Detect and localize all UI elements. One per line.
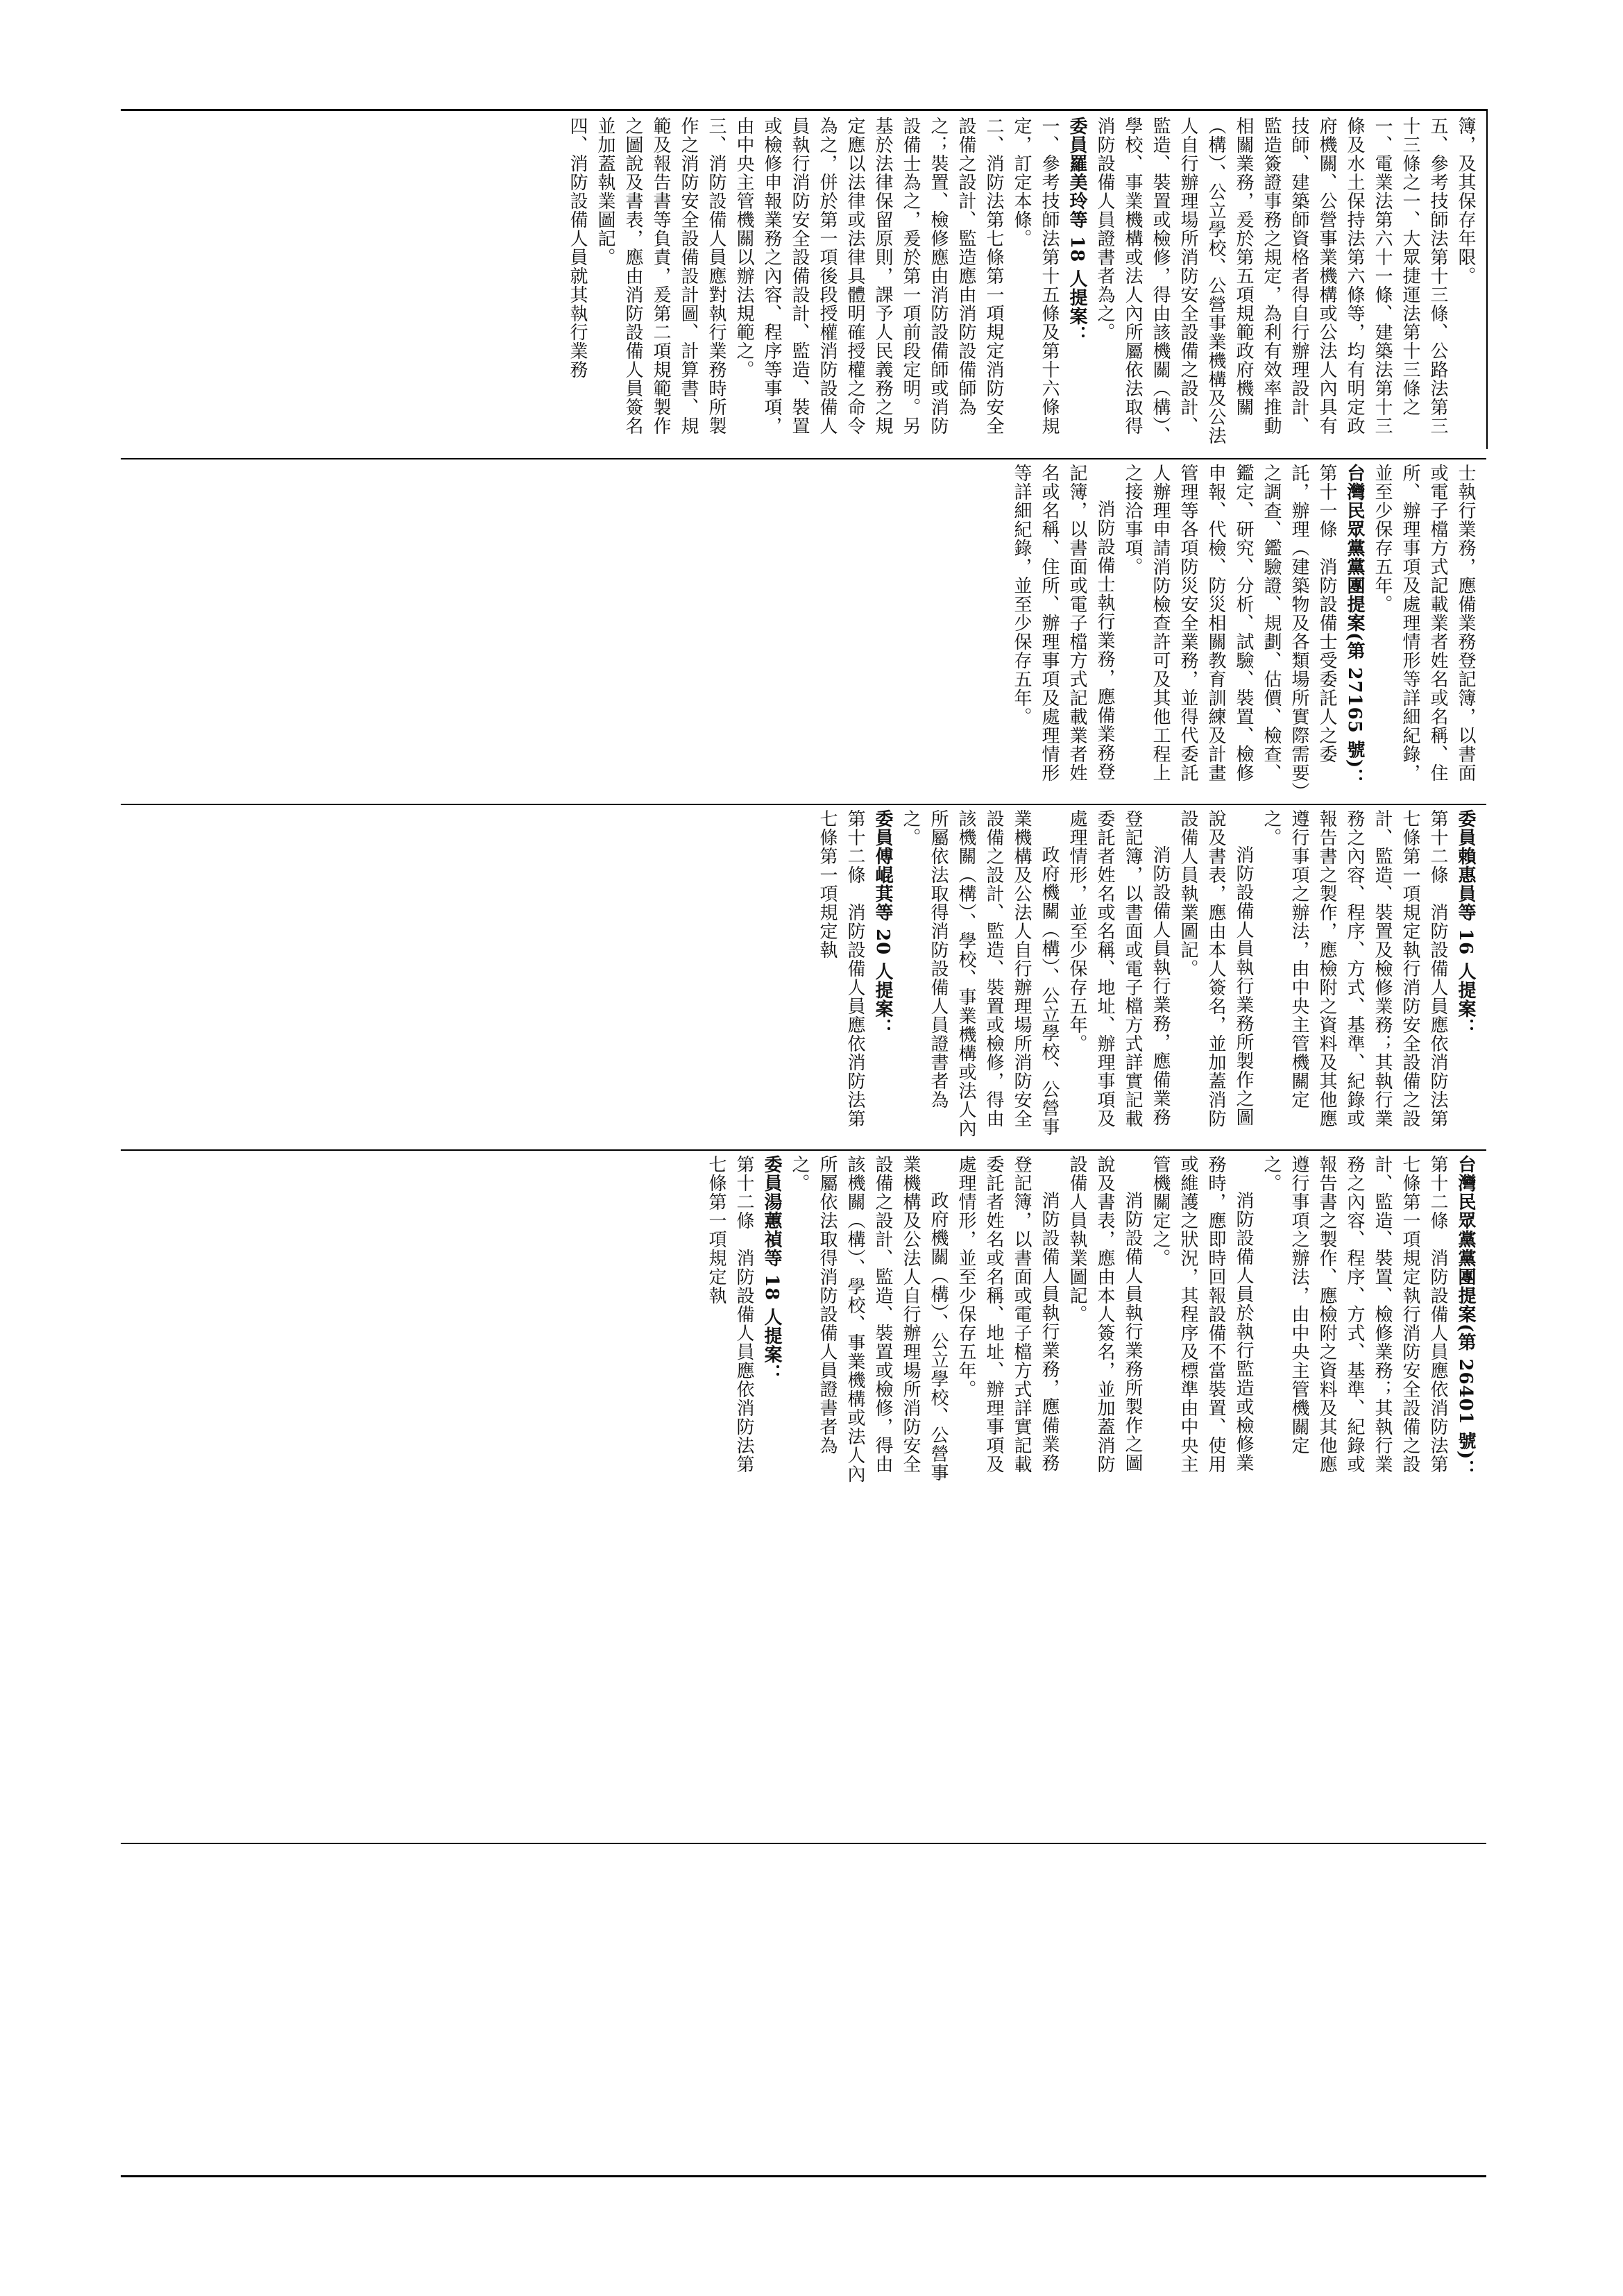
paragraph: 二、消防法第七條第一項規定消防安全設備之設計、監造應由消防設備師為之；裝置、檢修應由消防設備師或消防設備士為之，爰於第一項前段定明。另基於法律保留原則，課予人民義務之規定應以法律或法律具體明確授權之命令為之，併於第一項後段授權消防設備人員執行消防安全設備設計、監造、裝置或檢修申報業務之內容、程序等事項，由中央主管機關以辦法規範之。: [733, 117, 1004, 435]
proposal-heading: 委員傅崐萁等 20 人提案：: [872, 809, 893, 1038]
paragraph: 四、消防設備人員就其執行業務: [567, 117, 588, 379]
paragraph: 消防設備人員執行業務所製作之圖說及書表，應由本人簽名，並加蓋消防設備人員執業圖記。: [1178, 809, 1254, 1128]
paragraph: 政府機關（構）、公立學校、公營事業機構及公法人自行辦理場所消防安全設備之設計、監造、裝置或檢修，得由該機關（構）、學校、事業機構或法人內所屬依法取得消防設備人員證書者為之。: [900, 809, 1060, 1138]
paragraph: 第十二條 消防設備人員應依消防法第七條第一項規定執行消防安全設備之設計、監造、裝置及檢修業務；其執行業務之內容、程序、方式、基準、紀錄或報告書之製作，應檢附之資料及其他應遵行事項之辦法，由中央主管機關定之。: [1261, 809, 1448, 1128]
proposal-heading: 委員羅美玲等 18 人提案：: [1067, 117, 1087, 345]
vertical-divider: [1486, 109, 1488, 449]
bottom-rule: [121, 2175, 1486, 2177]
paragraph: 第十二條 消防設備人員應依消防法第七條第一項規定執: [706, 1155, 754, 1474]
paragraph: 政府機關（構）、公立學校、公營事業機構及公法人自行辦理場所消防安全設備之設計、監造、裝置或檢修，得由該機關（構）、學校、事業機構或法人內所屬依法取得消防設備人員證書者為之。: [789, 1155, 949, 1483]
row-divider-1: [121, 458, 1486, 459]
proposal-heading: 台灣民眾黨黨團提案(第 26401 號)：: [1455, 1155, 1476, 1479]
proposal-heading: 台灣民眾黨黨團提案(第 27165 號)：: [1344, 464, 1365, 788]
row-divider-2: [121, 804, 1486, 805]
paragraph: 第十二條 消防設備人員應依消防法第七條第一項規定執: [817, 809, 865, 1128]
paragraph: 消防設備士執行業務，應備業務登記簿，以書面或電子檔方式記載業者姓名或名稱、住所、辦理事項及處理情形等詳細紀錄，並至少保存五年。: [1011, 464, 1115, 782]
text-column-1: [567, 117, 1479, 451]
top-rule: [121, 109, 1486, 111]
paragraph: 一、參考技師法第十五條及第十六條規定，訂定本條。: [1011, 117, 1060, 435]
paragraph: 消防設備人員執行業務，應備業務登記簿，以書面或電子檔方式詳實記載委託者姓名或名稱、地址、辦理事項及處理情形，並至少保存五年。: [1067, 809, 1171, 1128]
paragraph: 士執行業務，應備業務登記簿，以書面或電子檔方式記載業者姓名或名稱、住所、辦理事項及處理情形等詳細紀錄，並至少保存五年。: [1372, 464, 1476, 782]
paragraph: 消防設備人員於執行監造或檢修業務時，應即時回報設備不當裝置、使用或維護之狀況，其程序及標準由中央主管機關定之。: [1150, 1155, 1254, 1474]
paragraph: 第十二條 消防設備人員應依消防法第七條第一項規定執行消防安全設備之設計、監造、裝置、檢修業務；其執行業務之內容、程序、方式、基準、紀錄或報告書之製作、應檢附之資料及其他應遵行事項之辦法，由中央主管機關定之。: [1261, 1155, 1448, 1474]
paragraph: 三、消防設備人員應對執行業務時所製作之消防安全設備設計圖、計算書、規範及報告書等負責，爰第二項規範製作之圖說及書表，應由消防設備人員簽名並加蓋執業圖記。: [595, 117, 726, 435]
column-1-body: [563, 117, 1479, 451]
paragraph: 五、參考技師法第十三條、公路法第三十三條之一、大眾捷運法第十三條之一、電業法第六十一條、建築法第十三條及水土保持法第六條等，均有明定政府機關、公營事業機構或公法人內具有技師、建築師資格者得自行辦理設計、監造簽證事務之規定，為利有效率推動相關業務，爰於第五項規範政府機關（構）、公立學校、公營事業機構及公法人自行辦理場所消防安全設備之設計、監造、裝置或檢修，得由該機關（構）、學校、事業機構或法人內所屬依法取得消防設備人員證書者為之。: [1094, 117, 1448, 445]
paragraph: 第十一條 消防設備士受委託人之委託，辦理（建築物及各類場所實際需要）之調查、鑑驗證、規劃、估價、檢查、鑑定、研究、分析、試驗、裝置、檢修申報、代檢、防災相關教育訓練及計畫管理等各項防災安全業務，並得代委託人辦理申請消防檢查許可及其他工程上之接洽事項。: [1122, 464, 1337, 792]
row-divider-3: [121, 1149, 1486, 1151]
paragraph: 消防設備人員執行業務，應備業務登記簿，以書面或電子檔方式詳實記載委託者姓名或名稱、地址、辦理事項及處理情形，並至少保存五年。: [955, 1155, 1060, 1474]
proposal-heading: 委員賴惠員等 16 人提案：: [1455, 809, 1476, 1038]
column-3-body: [813, 809, 1479, 1144]
text-column-3: [723, 809, 1479, 1144]
column-4-body: [702, 1155, 1479, 1489]
column-2-body: [1008, 464, 1479, 798]
text-column-2: [723, 464, 1479, 798]
paragraph: 簿，及其保存年限。: [1455, 117, 1476, 285]
paragraph: 消防設備人員執行業務所製作之圖說及書表，應由本人簽名，並加蓋消防設備人員執業圖記。: [1067, 1155, 1143, 1474]
proposal-heading: 委員湯蕙禎等 18 人提案：: [761, 1155, 782, 1383]
row-divider-4: [121, 1843, 1486, 1844]
text-column-4: [706, 1155, 1479, 1489]
